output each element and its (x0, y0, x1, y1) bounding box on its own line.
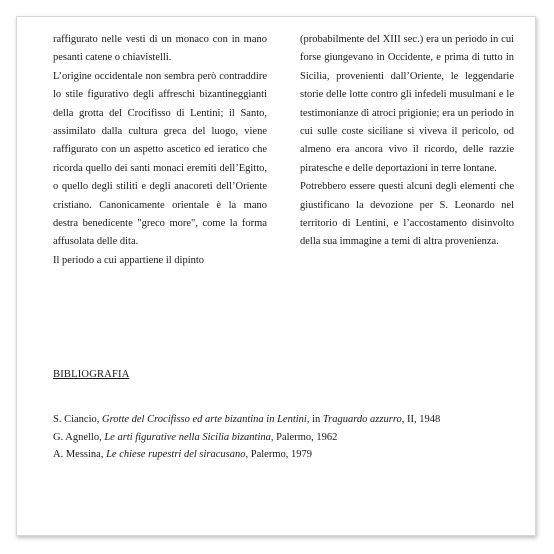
entry-details: Palermo, 1962 (273, 431, 338, 443)
paragraph: Il periodo a cui appartiene il dipinto (53, 254, 205, 266)
entry-details: , Palermo, 1979 (245, 449, 312, 460)
paragraph: Potrebbero essere questi alcuni degli elementi che giustificano la devozione per S. Leonardo nel territorio di Lentini, e l’accostamento disinvolto della sua immagine a temi di altra provenienza. (300, 181, 514, 248)
entry-details: , II, 1948 (401, 414, 441, 425)
entry-author: A. Messina, (53, 449, 107, 460)
bibliography-list (53, 411, 523, 464)
entry-title: Le arti figurative nella Sicilia bizantina, (104, 431, 274, 443)
entry-connector: , in (306, 414, 323, 425)
left-text-column (53, 31, 267, 270)
entry-journal: Traguardo azzurro (322, 414, 402, 425)
paragraph: raffigurato nelle vesti di un monaco con in mano pesanti catene o chiavistelli. (53, 34, 267, 64)
right-text-column (300, 31, 514, 252)
bibliography-entry (53, 446, 523, 464)
entry-title: Grotte del Crocifisso ed arte bizantina in Lentini (102, 414, 307, 425)
entry-author: G. Agnello, (53, 431, 105, 443)
paragraph: L’origine occidentale non sembra però contraddire lo stile figurativo degli affreschi bizantineggianti della grotta del Crocifisso di Lentini; il Santo, assimilato dalla cultura greca del luogo, viene raffigurato con un aspetto ascetico ed ieratico che ricorda quello dei santi monaci eremiti dell’Egitto, o quello degli stiliti e degli anacoreti dell’Oriente cristiano. Canonicamente orientale è la mano destra benedicente "greco more", come la forma affusolata delle dita. (53, 70, 267, 248)
bibliography-heading: BIBLIOGRAFIA (53, 369, 130, 380)
bibliography-entry (53, 411, 523, 429)
paragraph: (probabilmente del XIII sec.) era un periodo in cui forse giungevano in Occidente, e prima di tutto in Sicilia, provenienti dall’Oriente, le leggendarie storie delle lotte contro gli infedeli musulmani e le testimonianze di atroci prigionie; era un periodo in cui sulle coste siciliane si viveva il pericolo, od almeno era ancora vivo il ricordo, delle razzie piratesche e delle deportazioni in terre lontane. (300, 34, 514, 174)
document-page (16, 16, 536, 536)
entry-author: S. Ciancio, (53, 414, 102, 425)
bibliography-entry (53, 429, 523, 447)
entry-title: Le chiese rupestri del siracusano (106, 449, 246, 460)
